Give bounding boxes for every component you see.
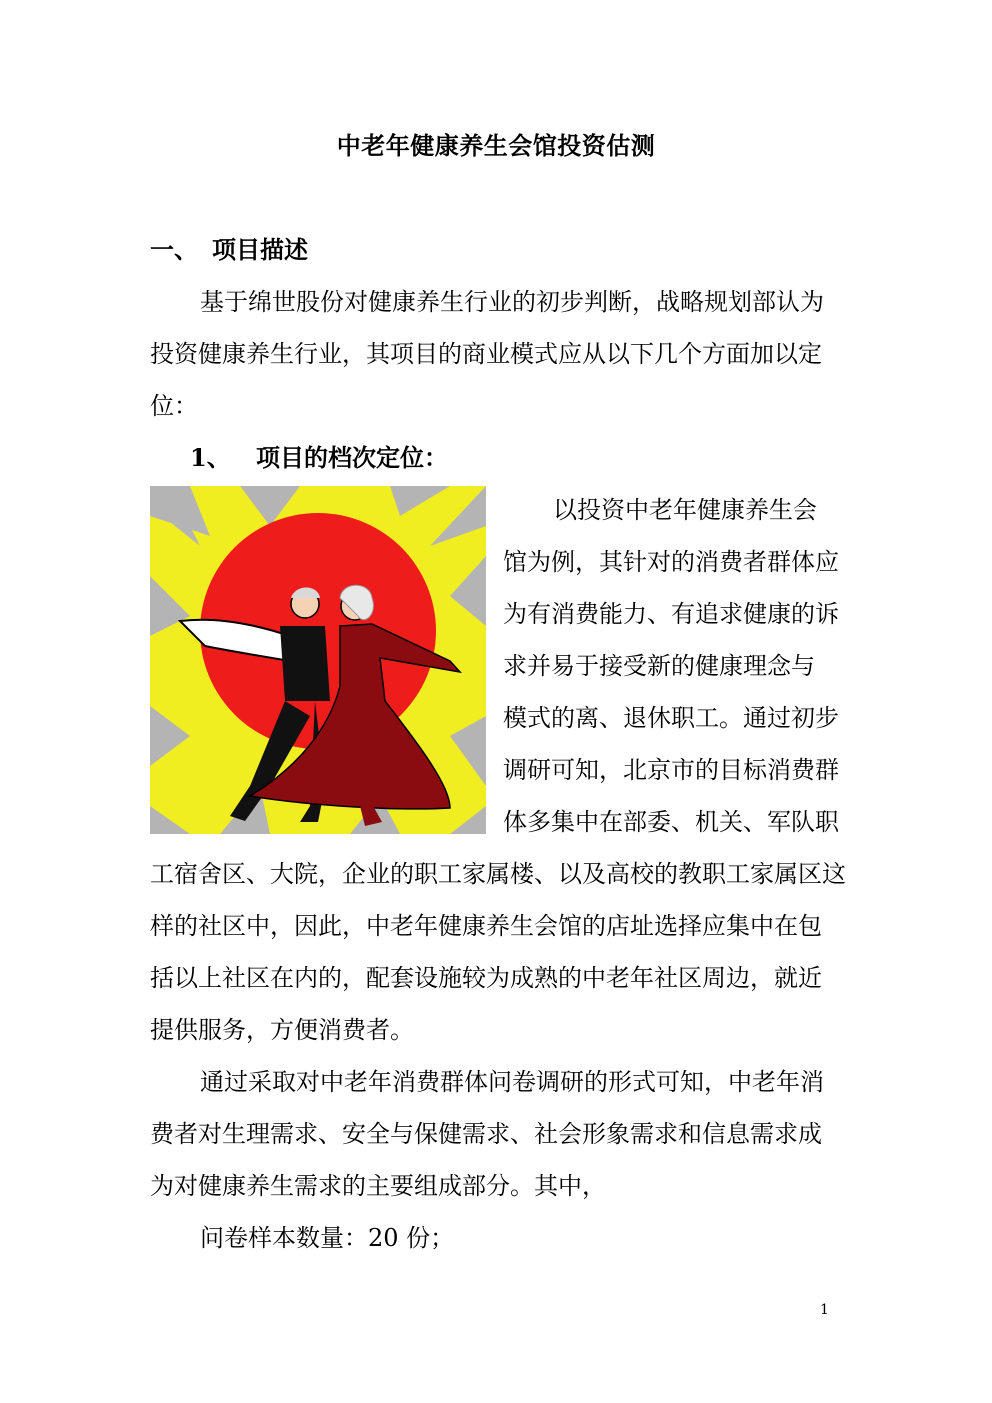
sample-count-paragraph <box>150 1212 842 1264</box>
paragraph-line: 模式的离、退休职工。通过初步 <box>503 704 839 732</box>
paragraph-line: 调研可知，北京市的目标消费群 <box>503 756 839 784</box>
paragraph-line: 括以上社区在内的，配套设施较为成熟的中老年社区周边，就近 <box>150 964 822 992</box>
section-number: 一、 <box>150 235 198 264</box>
subsection-heading <box>190 440 448 476</box>
intro-paragraph <box>150 276 842 432</box>
subsection-number: 1、 <box>190 443 231 472</box>
paragraph-line: 提供服务，方便消费者。 <box>150 1016 414 1044</box>
paragraph-line: 为有消费能力、有追求健康的诉 <box>503 600 839 628</box>
document-title: 中老年健康养生会馆投资估测 <box>336 131 656 160</box>
paragraph-line: 投资健康养生行业，其项目的商业模式应从以下几个方面加以定 <box>150 340 822 368</box>
continued-paragraph <box>150 848 846 1056</box>
paragraph-line: 体多集中在部委、机关、军队职 <box>503 808 839 836</box>
page-number: 1 <box>820 1302 829 1318</box>
section-heading <box>150 232 308 268</box>
paragraph-line: 问卷样本数量：20 份； <box>200 1224 455 1252</box>
paragraph-line: 为对健康养生需求的主要组成部分。其中， <box>150 1172 606 1200</box>
section-title: 项目描述 <box>212 235 308 264</box>
paragraph-line: 通过采取对中老年消费群体问卷调研的形式可知，中老年消 <box>200 1068 824 1096</box>
dancing-couple-sun-clipart <box>150 486 486 834</box>
survey-paragraph <box>150 1056 842 1212</box>
paragraph-line: 馆为例，其针对的消费者群体应 <box>503 548 839 576</box>
paragraph-line: 求并易于接受新的健康理念与 <box>503 652 815 680</box>
paragraph-line: 工宿舍区、大院，企业的职工家属楼、以及高校的教职工家属区这 <box>150 860 846 888</box>
subsection-title: 项目的档次定位： <box>256 443 448 472</box>
paragraph-line: 样的社区中，因此，中老年健康养生会馆的店址选择应集中在包 <box>150 912 822 940</box>
paragraph-line: 以投资中老年健康养生会 <box>553 496 817 524</box>
paragraph-line: 基于绵世股份对健康养生行业的初步判断，战略规划部认为 <box>200 288 824 316</box>
paragraph-line: 位： <box>150 392 198 420</box>
paragraph-line: 费者对生理需求、安全与保健需求、社会形象需求和信息需求成 <box>150 1120 822 1148</box>
wrapped-paragraph <box>503 484 842 848</box>
